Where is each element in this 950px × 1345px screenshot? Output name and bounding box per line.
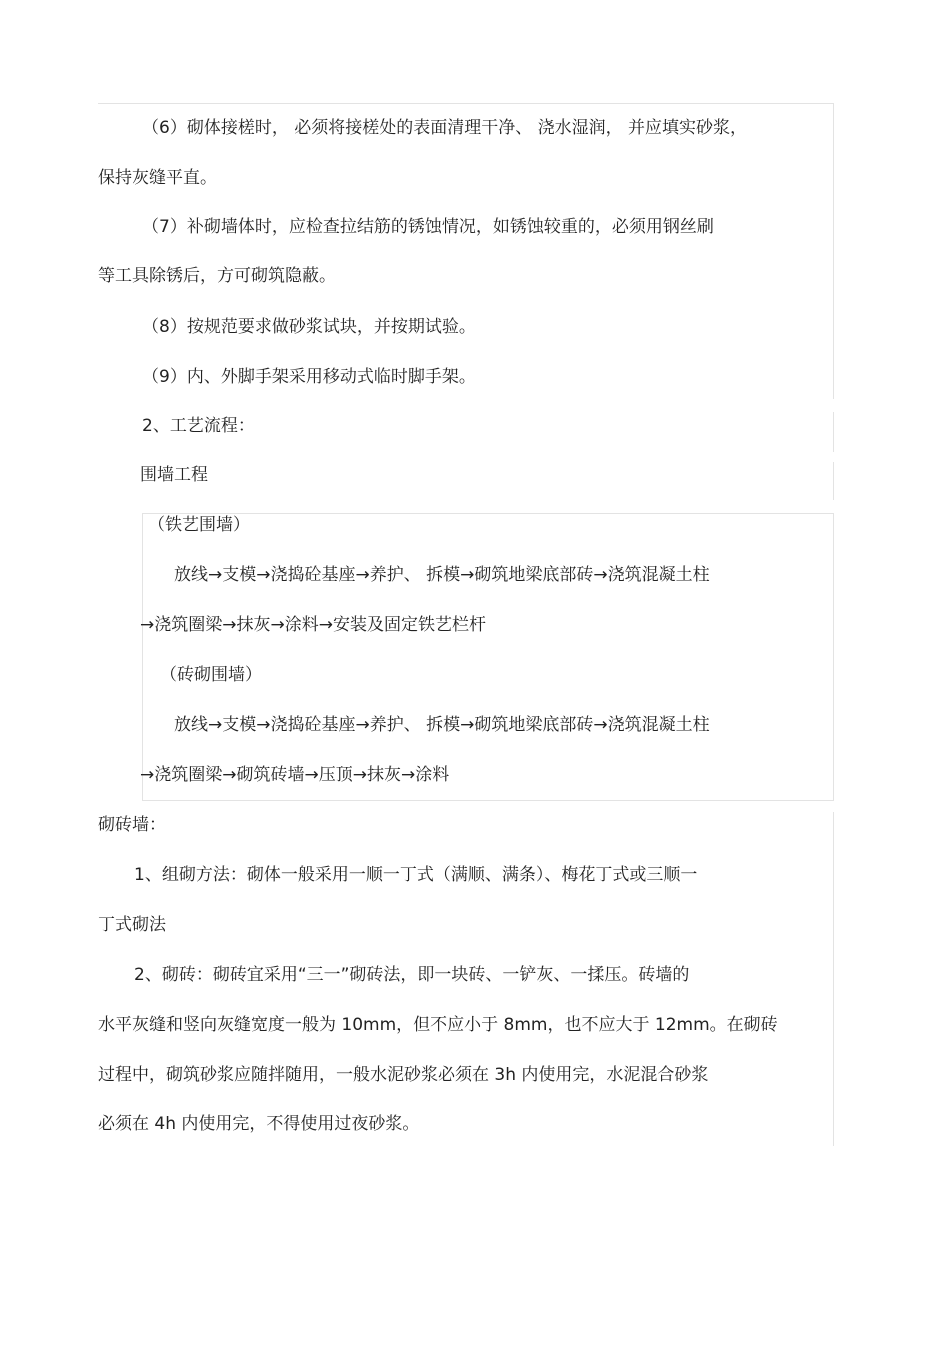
border-top: [98, 103, 834, 104]
brick-fence-flow-line-2: →浇筑圈梁→砌筑砖墙→压顶→抹灰→涂料: [140, 765, 450, 785]
iron-fence-flow-line-1: 放线→支模→浇捣砼基座→养护、 拆模→砌筑地梁底部砖→浇筑混凝土柱: [174, 565, 710, 585]
subheading-iron-fence: （铁艺围墙）: [148, 515, 250, 535]
brick-wall-item-1-line-2: 丁式砌法: [98, 915, 166, 935]
border-right-4: [833, 513, 834, 800]
item-9: （9）内、外脚手架采用移动式临时脚手架。: [142, 367, 476, 387]
subheading-fence-works: 围墙工程: [140, 465, 208, 485]
brick-wall-item-2-line-4: 必须在 4h 内使用完，不得使用过夜砂浆。: [98, 1114, 420, 1134]
iron-fence-flow-line-2: →浇筑圈梁→抹灰→涂料→安装及固定铁艺栏杆: [140, 615, 486, 635]
border-right-3: [833, 462, 834, 500]
brick-wall-item-2-line-1: 2、砌砖：砌砖宜采用“三一”砌砖法，即一块砖、一铲灰、一揉压。砖墙的: [134, 965, 690, 985]
border-right-1: [833, 103, 834, 399]
item-7-line-1: （7）补砌墙体时，应检查拉结筋的锈蚀情况，如锈蚀较重的，必须用钢丝刷: [142, 217, 714, 237]
brick-wall-item-2-line-2: 水平灰缝和竖向灰缝宽度一般为 10mm，但不应小于 8mm，也不应大于 12mm。在砌砖: [98, 1015, 778, 1035]
border-right-5: [833, 812, 834, 1146]
item-8: （8）按规范要求做砂浆试块，并按期试验。: [142, 317, 476, 337]
item-6-line-1: （6）砌体接槎时， 必须将接槎处的表面清理干净、 浇水湿润， 并应填实砂浆，: [142, 118, 748, 138]
brick-wall-item-2-line-3: 过程中，砌筑砂浆应随拌随用，一般水泥砂浆必须在 3h 内使用完，水泥混合砂浆: [98, 1065, 709, 1085]
brick-wall-item-1-line-1: 1、组砌方法：砌体一般采用一顺一丁式（满顺、满条）、梅花丁式或三顺一: [134, 865, 698, 885]
border-flow-left: [142, 513, 143, 800]
section-heading-process: 2、工艺流程：: [142, 416, 255, 436]
item-7-line-2: 等工具除锈后，方可砌筑隐蔽。: [98, 266, 336, 286]
border-right-2: [833, 412, 834, 452]
border-flow-bottom: [142, 800, 834, 801]
section-heading-brick-wall: 砌砖墙：: [98, 815, 166, 835]
item-6-line-2: 保持灰缝平直。: [98, 168, 217, 188]
brick-fence-flow-line-1: 放线→支模→浇捣砼基座→养护、 拆模→砌筑地梁底部砖→浇筑混凝土柱: [174, 715, 710, 735]
subheading-brick-fence: （砖砌围墙）: [160, 665, 262, 685]
